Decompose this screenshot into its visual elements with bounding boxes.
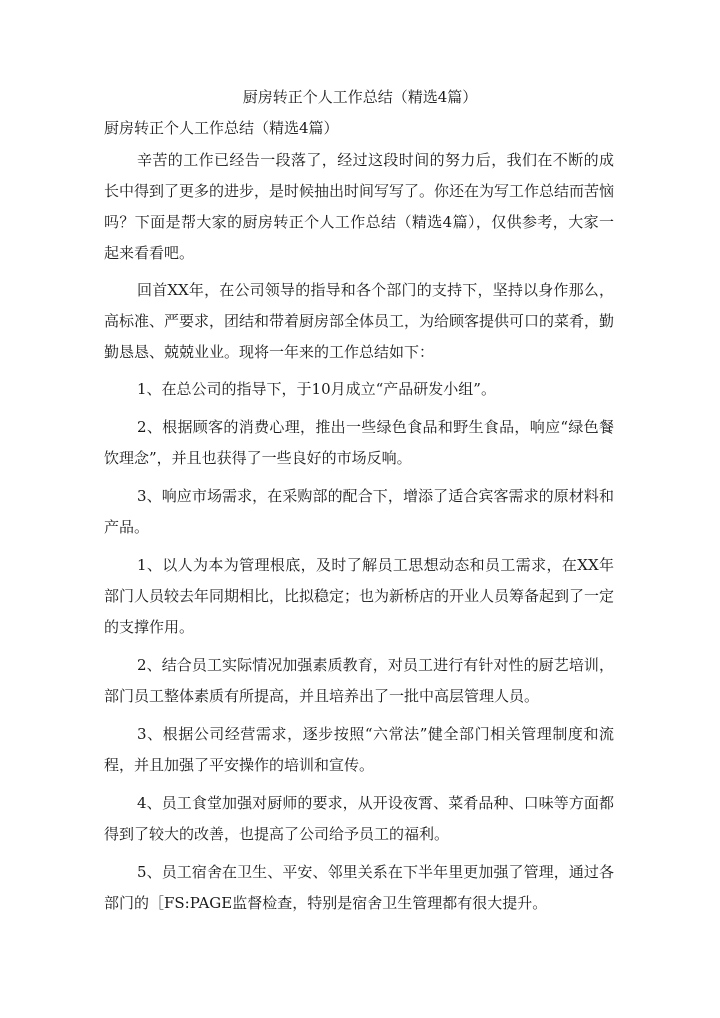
list-item-product-1: 1、在总公司的指导下，于10月成立“产品研发小组”。 — [137, 380, 496, 398]
review-paragraph: 回首XX年，在公司领导的指导和各个部门的支持下，坚持以身作那么，高标准、严要求，团结和带着厨房部全体员工，为给顾客提供可口的菜肴，勤勤恳恳、兢兢业业。现将一年来的工作总结如下： — [104, 281, 615, 361]
intro-paragraph: 辛苦的工作已经告一段落了，经过这段时间的努力后，我们在不断的成长中得到了更多的进步，是时候抽出时间写写了。你还在为写工作总结而苦恼吗？下面是帮大家的厨房转正个人工作总结（精选4篇），仅供参考，大家一起来看看吧。 — [104, 151, 615, 262]
document-body — [104, 116, 614, 926]
list-item-management-2: 2、结合员工实际情况加强素质教育，对员工进行有针对性的厨艺培训，部门员工整体素质有所提高，并且培养出了一批中高层管理人员。 — [104, 656, 614, 705]
list-item-product-3: 3、响应市场需求，在采购部的配合下，增添了适合宾客需求的原材料和产品。 — [104, 487, 614, 536]
document-subtitle: 厨房转正个人工作总结（精选4篇） — [104, 119, 339, 137]
list-item-product-2: 2、根据顾客的消费心理，推出一些绿色食品和野生食品，响应“绿色餐饮理念”，并且也获得了一些良好的市场反响。 — [104, 418, 614, 467]
list-item-management-1: 1、以人为本为管理根底，及时了解员工思想动态和员工需求，在XX年部门人员较去年同期相比，比拟稳定；也为新桥店的开业人员筹备起到了一定的支撑作用。 — [104, 556, 615, 636]
list-item-management-5: 5、员工宿舍在卫生、平安、邻里关系在下半年里更加强了管理，通过各部门的［FS:PAGE监督检查，特别是宿舍卫生管理都有很大提升。 — [104, 863, 614, 912]
document-title: 厨房转正个人工作总结（精选4篇） — [242, 88, 478, 106]
list-item-management-4: 4、员工食堂加强对厨师的要求，从开设夜霄、菜肴品种、口味等方面都得到了较大的改善，也提高了公司给予员工的福利。 — [104, 794, 614, 843]
list-item-management-3: 3、根据公司经营需求，逐步按照“六常法”健全部门相关管理制度和流程，并且加强了平安操作的培训和宣传。 — [104, 725, 614, 774]
